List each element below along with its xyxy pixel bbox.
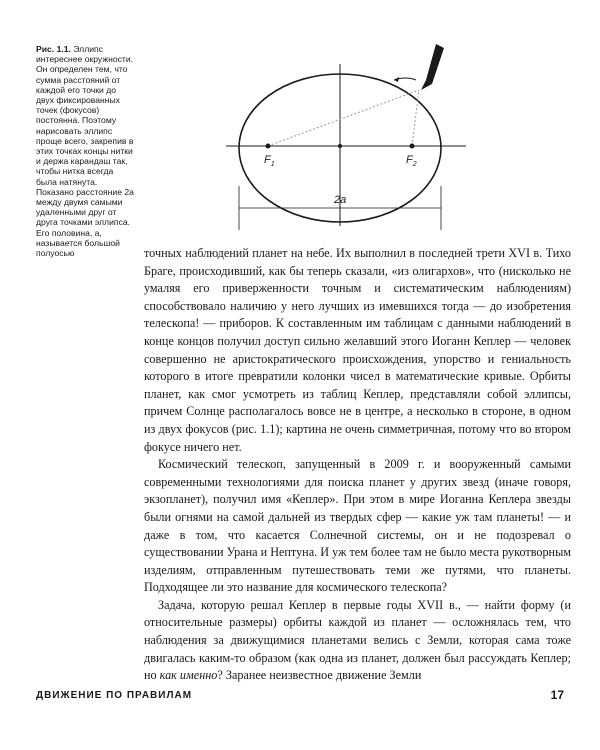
paragraph-3: Задача, которую решал Кеплер в первые годы XVII в., — найти форму (и относительные размеры) орбиты каждой из планет — осложнялась тем, что наблюдения за движущимися планетами велись с Земли, которая сама тоже двигалась каким-то образом (как одна из планет, должен был рассуждать Кеплер; но как именно? Заранее неизвестное движение Земли <box>144 597 571 683</box>
center-point <box>338 144 342 148</box>
ellipse-diagram <box>226 36 476 230</box>
running-footer: ДВИЖЕНИЕ ПО ПРАВИЛАМ <box>36 690 193 701</box>
caption-label: Рис. 1.1. <box>36 44 71 54</box>
paragraph-2: Космический телескоп, запущенный в 2009 г. и вооруженный самыми современными технологиями для поиска планет у других звезд (иначе говоря, экзопланет), получил имя «Кеплер». При этом в мире Иоганна Кеплера звезды были огнями на самой дальней из твердых сфер — какие уж там планеты! — и даже в том, что касается Солнечной системы, он и не подозревал о существовании Урана и Нептуна. И уж тем более там не было места рукотворным изделиям, отправленным путешествовать теми же путями, что планеты. Подходящее ли это название для космического телескопа? <box>144 457 571 595</box>
focus-1-label: $F_1$ <box>264 154 275 168</box>
focus-1-point <box>266 144 271 149</box>
emphasis-text: как именно <box>159 668 218 683</box>
page-number: 17 <box>550 688 564 702</box>
paragraph-1: точных наблюдений планет на небе. Их выполнил в последней трети XVI в. Тихо Браге, происходивший, как бы теперь сказали, «из олигархов», что (нисколько не умаляя его приверженности точным и систематическим наблюдениям) способствовало наличию у него лучших из имевшихся тогда — до изобретения телескопа! — приборов. К составленным им таблицам с данными наблюдений в конце концов получил доступ сильно желавший этого Иоганн Кеплер — человек совершенно не аристократического происхождения, упорство и гениальность которого в итоге превратили колонки чисел в математические кривые. Орбиты планет, как смог усмотреть из таблиц Кеплер, представляли собой эллипсы, причем Солнце располагалось вовсе не в центре, а несколько в стороне, в одном из двух фокусов (рис. 1.1); картина не очень симметричная, потому что во втором фокусе ничего нет. <box>144 246 571 454</box>
focus-2-point <box>410 144 415 149</box>
ellipse-figure <box>226 36 476 230</box>
pen-icon <box>421 44 444 90</box>
focus-2-label: $F_2$ <box>406 154 417 168</box>
caption-text: Эллипс интереснее окружности. Он определен тем, что сумма расстояний от каждой его точки до двух фиксированных точек (фокусов) постоянна. Поэтому нарисовать эллипс проще всего, закрепив в этих точках концы нитки и держа карандаш так, чтобы нитка всегда была натянута. Показано расстояние 2a между двумя самыми удаленными друг от друга точками эллипса. Его половина, a, называется большой полуосью <box>36 44 134 259</box>
main-text <box>144 245 571 685</box>
figure-caption <box>36 44 134 258</box>
axis-length-label: 2a <box>334 194 347 206</box>
string-left <box>268 90 419 146</box>
